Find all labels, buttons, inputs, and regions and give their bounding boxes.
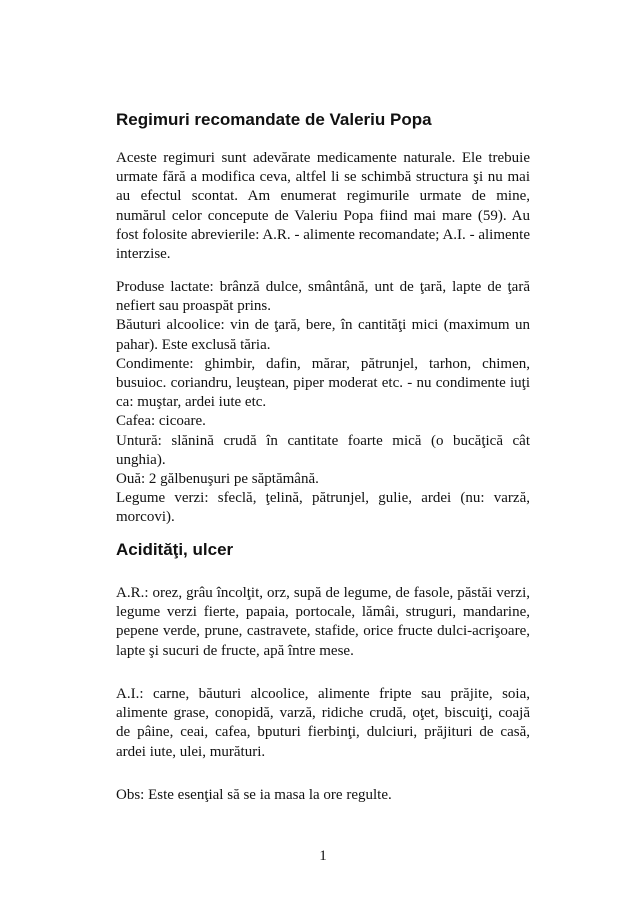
spec-eggs: Ouă: 2 gălbenuşuri pe săptămână. <box>116 471 319 488</box>
intro-paragraph: Aceste regimuri sunt adevărate medicamente naturale. Ele trebuie urmate fără a modifica ceva, altfel li se schimbă structura şi nu mai au efectul scontat. Am enumerat regimurile urmate de mine, numărul celor concepute de Valeriu Popa fiind mai mare (59). Au fost folosite abrevierile: A.R. - alimente recomandate; A.I. - alimente interzise. <box>116 150 530 263</box>
forbidden-foods-paragraph: A.I.: carne, băuturi alcoolice, alimente fripte sau prăjite, soia, alimente grase, conopidă, varză, ridiche crudă, oţet, biscuiţi, coajă de pâine, ceai, cafea, bputuri fierbinţi, dulciuri, prăjituri de casă, ardei iute, ulei, murături. <box>116 686 530 760</box>
section-title-aciditati: Acidităţi, ulcer <box>116 540 234 559</box>
observation-paragraph: Obs: Este esenţial să se ia masa la ore regulte. <box>116 787 392 803</box>
spec-condiments: Condimente: ghimbir, dafin, mărar, pătrunjel, tarhon, chimen, busuioc. coriandru, leuştean, piper moderat etc. - nu condimente iuţi ca: muştar, ardei iute etc. <box>116 355 530 411</box>
spec-alcohol: Băuturi alcoolice: vin de ţară, bere, în cantităţi mici (maximum un pahar). Este exclusă tăria. <box>116 317 530 353</box>
recommended-foods-paragraph: A.R.: orez, grâu încolţit, orz, supă de legume, de fasole, păstăi verzi, legume verzi fierte, papaia, portocale, lămâi, struguri, mandarine, pepene verde, prune, castravete, stafide, orice fructe dulci-acrişoare, lapte şi sucuri de fructe, apă între mese. <box>116 585 530 659</box>
spec-coffee: Cafea: cicoare. <box>116 413 206 430</box>
diet-specifications <box>116 278 530 528</box>
spec-lard: Untură: slănină crudă în cantitate foarte mică (o bucăţică cât unghia). <box>116 432 530 468</box>
document-page <box>116 0 530 903</box>
spec-vegetables: Legume verzi: sfeclă, ţelină, pătrunjel, gulie, ardei (nu: varză, morcovi). <box>116 490 530 526</box>
document-title: Regimuri recomandate de Valeriu Popa <box>116 110 432 129</box>
page-number: 1 <box>319 848 327 864</box>
spec-dairy: Produse lactate: brânză dulce, smântână, unt de ţară, lapte de ţară nefiert sau proaspăt prins. <box>116 279 530 315</box>
